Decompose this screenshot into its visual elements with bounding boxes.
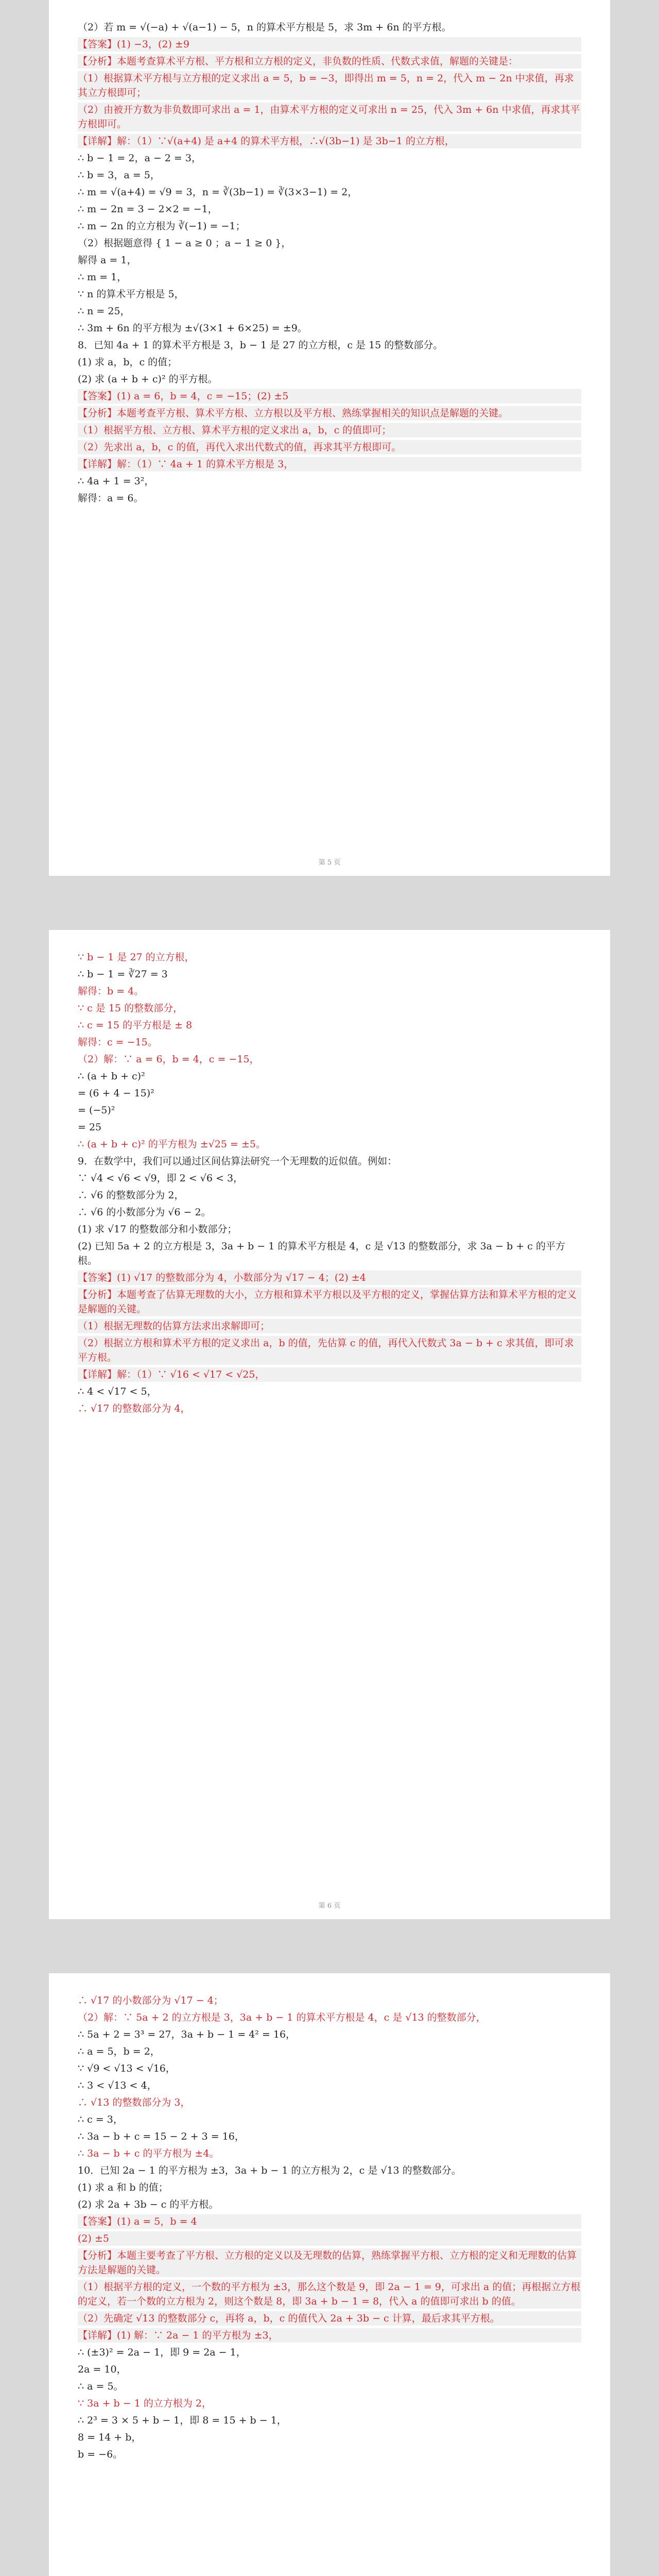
- text-line: = 25: [78, 1122, 102, 1133]
- text-line: ∴ a = 5。: [78, 2381, 124, 2392]
- text-line: ∵ b − 1 是 27 的立方根，: [78, 952, 195, 963]
- text-line: ∴ b − 1 = ∛27 = 3: [78, 969, 168, 980]
- text-line: (2) 求 2a + 3b − c 的平方根。: [78, 2199, 219, 2210]
- text-line: ∴ (±3)² = 2a − 1，即 9 = 2a − 1，: [78, 2347, 246, 2358]
- text-line: ∴ b = 3，a = 5，: [78, 170, 160, 181]
- text-line: 8 = 14 + b，: [78, 2432, 142, 2443]
- text-line: 【答案】(1) a = 5，b = 4: [78, 2214, 581, 2229]
- text-line: ∴ m − 2n 的立方根为 ∛(−1) = −1；: [78, 221, 246, 232]
- text-line: （2）根据立方根和算术平方根的定义求出 a，b 的值，先估算 c 的值，再代入代数式 3a − b + c 求其值，即可求平方根。: [78, 1336, 581, 1365]
- text-line: ∴ c = 15 的平方根是 ± 8: [78, 1020, 193, 1031]
- text-line: = (6 + 4 − 15)²: [78, 1088, 154, 1099]
- text-line: ∴ (a + b + c)²: [78, 1071, 145, 1082]
- text-line: ∴ b − 1 = 2，a − 2 = 3，: [78, 152, 201, 164]
- page-content: [49, 1973, 610, 2462]
- text-line: ∴ (a + b + c)² 的平方根为 ±√25 = ±5。: [78, 1139, 266, 1150]
- text-line: 【详解】解：（1）∵ √16 < √17 < √25，: [78, 1367, 581, 1382]
- text-line: ∴ m = 1，: [78, 272, 127, 283]
- text-line: b = −6。: [78, 2449, 123, 2460]
- page-content: [49, 930, 610, 1416]
- text-line: ∴ 3a − b + c 的平方根为 ±4。: [78, 2148, 219, 2159]
- text-line: 【答案】(1) −3，(2) ±9: [78, 37, 581, 52]
- text-line: ∴ 4 < √17 < 5，: [78, 1386, 157, 1397]
- page-number: 第 5 页: [318, 859, 341, 867]
- text-line: 解得：a = 6。: [78, 493, 144, 504]
- text-line: ∵ √4 < √6 < √9，即 2 < √6 < 3，: [78, 1173, 244, 1184]
- text-line: ∴ 3 < √13 < 4，: [78, 2080, 157, 2091]
- text-line: 解得：b = 4。: [78, 986, 144, 997]
- text-line: (2) ±5: [78, 2231, 581, 2246]
- text-line: 【分析】本题考查了估算无理数的大小，立方根和算术平方根以及平方根的定义，掌握估算方法和算术平方根的定义是解题的关键。: [78, 1287, 581, 1316]
- document-page-3: [49, 1973, 610, 2576]
- text-line: (2) 已知 5a + 2 的立方根是 3，3a + b − 1 的算术平方根是 4，c 是 √13 的整数部分，求 3a − b + c 的平方根。: [78, 1241, 565, 1266]
- text-line: = (−5)²: [78, 1105, 115, 1116]
- text-line: （1）根据平方根、立方根、算术平方根的定义求出 a，b，c 的值即可；: [78, 423, 581, 437]
- text-line: 【详解】解：（1）∵ 4a + 1 的算术平方根是 3，: [78, 457, 581, 471]
- text-line: (1) 求 a 和 b 的值；: [78, 2182, 168, 2193]
- text-line: （2）先确定 √13 的整数部分 c，再将 a，b，c 的值代入 2a + 3b − c 计算，最后求其平方根。: [78, 2311, 581, 2326]
- text-line: （1）根据无理数的估算方法求出求解即可；: [78, 1319, 581, 1333]
- text-line: ∴ √13 的整数部分为 3，: [78, 2097, 190, 2108]
- text-line: (1) 求 √17 的整数部分和小数部分；: [78, 1224, 237, 1235]
- text-line: （2）先求出 a，b，c 的值，再代入求出代数式的值，再求其平方根即可。: [78, 440, 581, 454]
- text-line: 【详解】(1) 解：∵ 2a − 1 的平方根为 ±3，: [78, 2328, 581, 2343]
- text-line: （1）根据算术平方根与立方根的定义求出 a = 5，b = −3，即得出 m = 5，n = 2，代入 m − 2n 中求值，再求其立方根即可；: [78, 71, 581, 100]
- text-line: （1）根据平方根的定义，一个数的平方根为 ±3，那么这个数是 9，即 2a − 1 = 9，可求出 a 的值；再根据立方根的定义，若一个数的立方根为 2，则这个数是 8，即 3a + b − 1 = 8，代入 a 的值即可求出 b 的值。: [78, 2280, 581, 2309]
- text-line: ∴ √6 的小数部分为 √6 − 2。: [78, 1207, 211, 1218]
- text-line: ∴ n = 25，: [78, 306, 130, 317]
- text-line: 【分析】本题考查平方根、算术平方根、立方根以及平方根、熟练掌握相关的知识点是解题的关键。: [78, 406, 581, 420]
- text-line: ∵ 3a + b − 1 的立方根为 2，: [78, 2398, 212, 2409]
- text-line: ∵ √9 < √13 < √16，: [78, 2063, 176, 2074]
- document-page-2: [49, 930, 610, 1919]
- text-line: （2）根据题意得 { 1 − a ≥ 0 ；a − 1 ≥ 0 }，: [78, 238, 291, 249]
- text-line: ∴ √17 的小数部分为 √17 − 4；: [78, 1995, 223, 2006]
- text-line: ∴ √17 的整数部分为 4，: [78, 1403, 190, 1414]
- text-line: 解得 a = 1，: [78, 255, 137, 266]
- text-line: 【分析】本题考查算术平方根、平方根和立方根的定义，非负数的性质、代数式求值，解题的关键是：: [78, 54, 581, 69]
- text-line: (1) 求 a，b，c 的值；: [78, 357, 178, 368]
- text-line: ∵ n 的算术平方根是 5，: [78, 289, 184, 300]
- text-line: ∴ 2³ = 3 × 5 + b − 1，即 8 = 15 + b − 1，: [78, 2415, 287, 2426]
- text-line: 【分析】本题主要考查了平方根、立方根的定义以及无理数的估算，熟练掌握平方根、立方根的定义和无理数的估算方法是解题的关键。: [78, 2248, 581, 2277]
- text-line: （2）解：∵ a = 6，b = 4，c = −15，: [78, 1054, 259, 1065]
- text-line: ∴ 3a − b + c = 15 − 2 + 3 = 16，: [78, 2131, 245, 2142]
- text-line: （2）由被开方数为非负数即可求出 a = 1，由算术平方根的定义可求出 n = 25，代入 3m + 6n 中求值，再求其平方根即可。: [78, 103, 581, 131]
- text-line: 9．在数学中，我们可以通过区间估算法研究一个无理数的近似值。例如：: [78, 1156, 397, 1167]
- text-line: ∴ m = √(a+4) = √9 = 3，n = ∛(3b−1) = ∛(3×3−1) = 2，: [78, 187, 358, 198]
- text-line: 8．已知 4a + 1 的算术平方根是 3，b − 1 是 27 的立方根，c 是 15 的整数部分。: [78, 340, 443, 351]
- text-line: 【答案】(1) √17 的整数部分为 4，小数部分为 √17 − 4；(2) ±4: [78, 1270, 581, 1285]
- text-line: ∴ c = 3，: [78, 2114, 123, 2125]
- page-number: 第 6 页: [318, 1902, 341, 1910]
- text-line: ∴ √6 的整数部分为 2，: [78, 1190, 184, 1201]
- document-page-1: [49, 0, 610, 876]
- text-line: 【详解】解：（1）∵√(a+4) 是 a+4 的算术平方根，∴√(3b−1) 是 3b−1 的立方根，: [78, 134, 581, 148]
- text-line: ∵ c 是 15 的整数部分，: [78, 1003, 183, 1014]
- text-line: （2）解：∵ 5a + 2 的立方根是 3，3a + b − 1 的算术平方根是 4，c 是 √13 的整数部分，: [78, 2012, 486, 2023]
- text-line: 解得：c = −15。: [78, 1037, 158, 1048]
- text-line: 2a = 10，: [78, 2364, 127, 2375]
- page-content: [49, 0, 610, 505]
- text-line: ∴ 3m + 6n 的平方根为 ±√(3×1 + 6×25) = ±9。: [78, 323, 307, 334]
- text-line: 10．已知 2a − 1 的平方根为 ±3，3a + b − 1 的立方根为 2，c 是 √13 的整数部分。: [78, 2165, 461, 2176]
- text-line: ∴ a = 5，b = 2，: [78, 2046, 160, 2057]
- text-line: 【答案】(1) a = 6，b = 4，c = −15；(2) ±5: [78, 389, 581, 403]
- text-line: ∴ m − 2n = 3 − 2×2 = −1，: [78, 204, 218, 215]
- text-line: (2) 求 (a + b + c)² 的平方根。: [78, 374, 218, 385]
- text-line: （2）若 m = √(−a) + √(a−1) − 5，n 的算术平方根是 5，求 3m + 6n 的平方根。: [78, 22, 452, 33]
- text-line: ∴ 5a + 2 = 3³ = 27，3a + b − 1 = 4² = 16，: [78, 2029, 296, 2040]
- text-line: ∴ 4a + 1 = 3²，: [78, 476, 154, 487]
